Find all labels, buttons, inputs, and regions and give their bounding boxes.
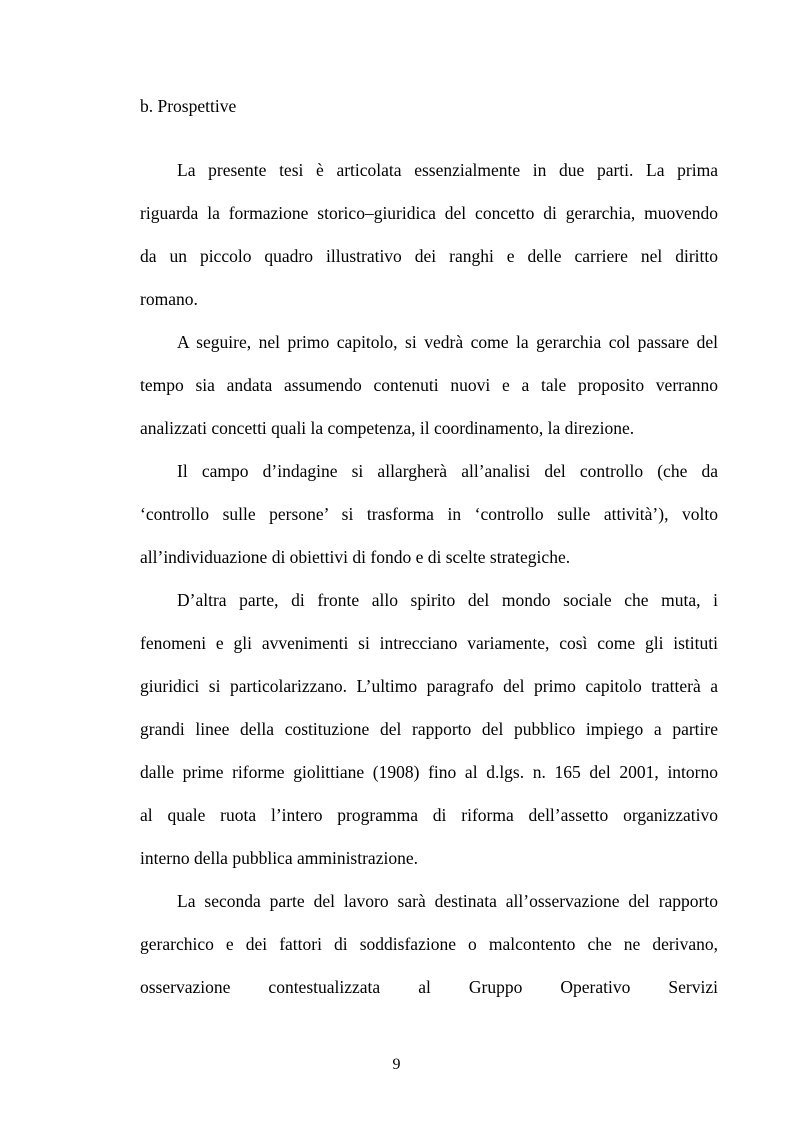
text-line: dalle prime riforme giolittiane (1908) fino al d.lgs. n. 165 del 2001, intorno xyxy=(140,762,718,782)
text-line: interno della pubblica amministrazione. xyxy=(140,848,418,868)
text-line: D’altra parte, di fronte allo spirito del mondo sociale che muta, i xyxy=(177,590,718,610)
section-heading: b. Prospettive xyxy=(140,96,237,116)
text-line: da un piccolo quadro illustrativo dei ranghi e delle carriere nel diritto xyxy=(140,246,718,266)
text-line: La presente tesi è articolata essenzialmente in due parti. La prima xyxy=(177,160,718,180)
text-line: fenomeni e gli avvenimenti si intrecciano variamente, così come gli istituti xyxy=(140,633,718,653)
text-line: A seguire, nel primo capitolo, si vedrà come la gerarchia col passare del xyxy=(177,332,718,352)
text-line: osservazione contestualizzata al Gruppo Operativo Servizi xyxy=(140,977,718,997)
text-line: romano. xyxy=(140,289,198,309)
text-line: grandi linee della costituzione del rapporto del pubblico impiego a partire xyxy=(140,719,718,739)
page-number: 9 xyxy=(392,1056,401,1073)
text-line: tempo sia andata assumendo contenuti nuovi e a tale proposito verranno xyxy=(140,375,718,395)
text-line: gerarchico e dei fattori di soddisfazione o malcontento che ne derivano, xyxy=(140,934,718,954)
text-line: all’individuazione di obiettivi di fondo e di scelte strategiche. xyxy=(140,547,571,567)
text-line: giuridici si particolarizzano. L’ultimo paragrafo del primo capitolo tratterà a xyxy=(140,676,718,696)
text-line: Il campo d’indagine si allargherà all’analisi del controllo (che da xyxy=(177,461,718,481)
text-line: riguarda la formazione storico–giuridica del concetto di gerarchia, muovendo xyxy=(140,203,718,223)
text-line: al quale ruota l’intero programma di riforma dell’assetto organizzativo xyxy=(140,805,718,825)
text-line: analizzati concetti quali la competenza, il coordinamento, la direzione. xyxy=(140,418,635,438)
text-line: ‘controllo sulle persone’ si trasforma in ‘controllo sulle attività’), volto xyxy=(140,504,718,524)
text-line: La seconda parte del lavoro sarà destinata all’osservazione del rapporto xyxy=(177,891,718,911)
